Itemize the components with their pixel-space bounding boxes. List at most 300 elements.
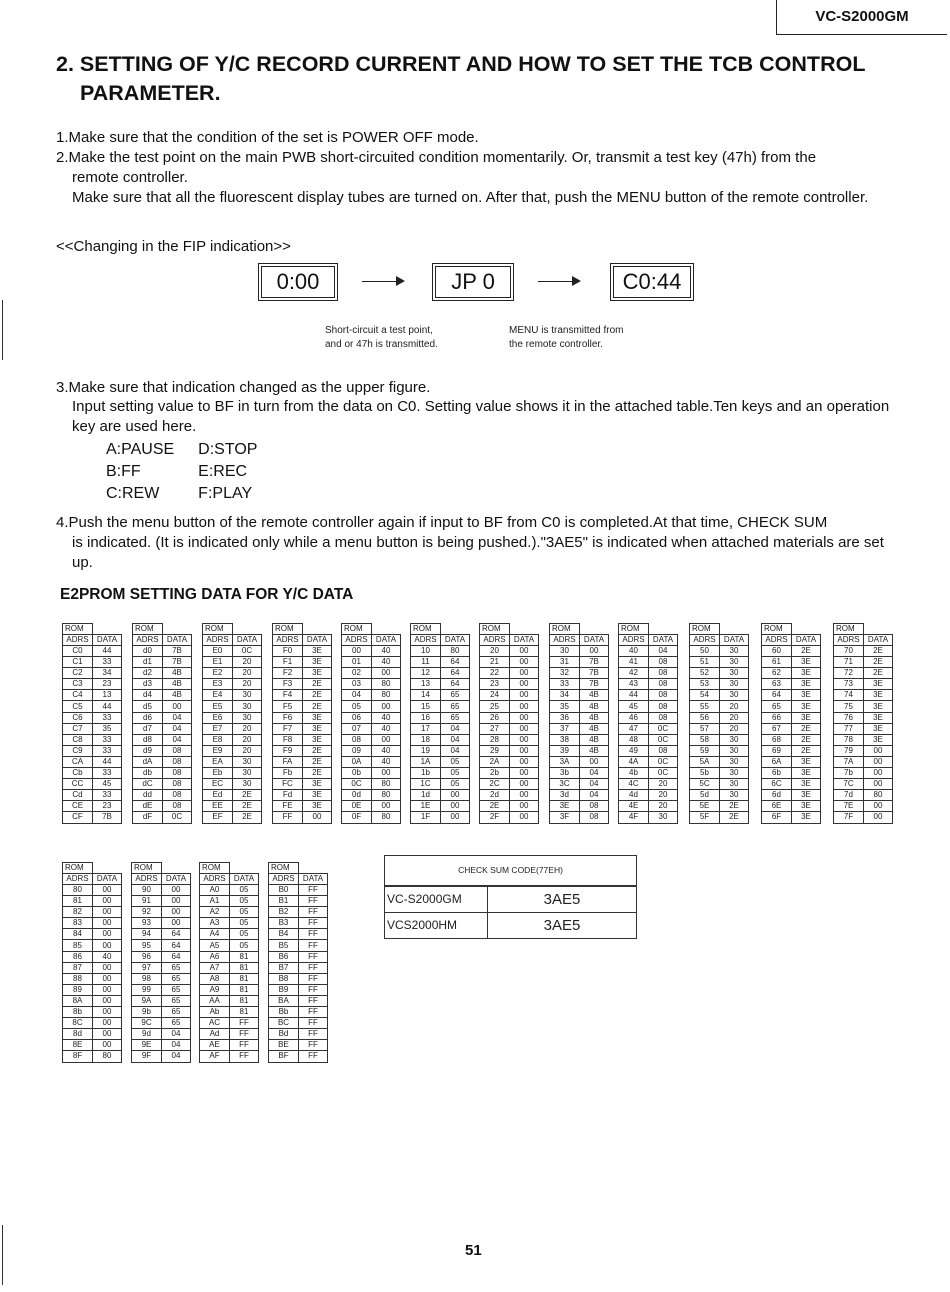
address-cell: E6 [203, 712, 233, 723]
data-cell: 30 [720, 756, 749, 767]
table-row [550, 812, 609, 823]
address-cell: C3 [63, 679, 93, 690]
table-row [411, 745, 470, 756]
data-cell: 4B [163, 668, 192, 679]
address-cell: E3 [203, 679, 233, 690]
address-cell: 10 [411, 646, 441, 657]
data-cell: 00 [510, 812, 539, 823]
address-cell: 7C [834, 779, 864, 790]
data-cell: 30 [233, 690, 262, 701]
data-cell: 3E [792, 712, 821, 723]
data-cell: 4B [580, 734, 609, 745]
data-column-header: DATA [510, 635, 539, 646]
data-cell: 04 [163, 734, 192, 745]
rom-header-row [762, 624, 821, 635]
adrs-column-header: ADRS [619, 635, 649, 646]
data-cell: 30 [233, 712, 262, 723]
table-row [834, 801, 893, 812]
table-row [834, 745, 893, 756]
table-row [203, 668, 262, 679]
data-cell: 00 [93, 1018, 122, 1029]
address-cell: 9E [132, 1040, 162, 1051]
header-spacer [510, 624, 539, 635]
address-cell: F5 [273, 701, 303, 712]
data-cell: 20 [649, 779, 678, 790]
table-row [203, 723, 262, 734]
data-cell: 40 [372, 646, 401, 657]
table-row [133, 745, 192, 756]
data-cell: 00 [580, 646, 609, 657]
table-row [200, 929, 259, 940]
rom-data-table [199, 862, 259, 1063]
table-row [342, 712, 401, 723]
adrs-column-header: ADRS [342, 635, 372, 646]
address-cell: 5E [690, 801, 720, 812]
table-row [273, 768, 332, 779]
rom-header: ROM [480, 624, 510, 635]
address-cell: 96 [132, 951, 162, 962]
data-cell: 20 [720, 712, 749, 723]
data-cell: 2E [864, 668, 893, 679]
address-cell: Ad [200, 1029, 230, 1040]
table-row [480, 646, 539, 657]
data-cell: FF [299, 929, 328, 940]
table-row [619, 801, 678, 812]
table-row [690, 701, 749, 712]
address-cell: 66 [762, 712, 792, 723]
address-cell: 72 [834, 668, 864, 679]
address-cell: 4b [619, 768, 649, 779]
table-row [203, 756, 262, 767]
rom-header-row [480, 624, 539, 635]
table-row [200, 885, 259, 896]
table-row [63, 745, 122, 756]
address-cell: 68 [762, 734, 792, 745]
data-cell: 2E [864, 646, 893, 657]
address-cell: 21 [480, 657, 510, 668]
address-cell: E2 [203, 668, 233, 679]
data-cell: 04 [649, 646, 678, 657]
data-cell: 0C [649, 734, 678, 745]
key-label: E:REC [198, 463, 248, 480]
data-cell: 2E [233, 812, 262, 823]
adrs-column-header: ADRS [273, 635, 303, 646]
rom-header: ROM [342, 624, 372, 635]
table-row [269, 940, 328, 951]
address-cell: 1E [411, 801, 441, 812]
address-cell: 58 [690, 734, 720, 745]
address-cell: 6C [762, 779, 792, 790]
step-2-line-1: 2.Make the test point on the main PWB short-circuited condition momentarily. Or, transmit a test key (47h) from the [56, 149, 817, 166]
data-cell: FF [299, 962, 328, 973]
address-cell: E4 [203, 690, 233, 701]
table-row [273, 679, 332, 690]
address-cell: 01 [342, 657, 372, 668]
data-cell: 05 [230, 896, 259, 907]
data-cell: 00 [93, 940, 122, 951]
address-cell: 54 [690, 690, 720, 701]
table-row [63, 723, 122, 734]
address-cell: 4d [619, 790, 649, 801]
margin-mark [2, 1225, 3, 1285]
adrs-column-header: ADRS [63, 635, 93, 646]
data-cell: 30 [233, 768, 262, 779]
model-header: VC-S2000GM [776, 0, 947, 35]
data-cell: 3E [303, 790, 332, 801]
rom-header-row [269, 863, 328, 874]
header-spacer [163, 624, 192, 635]
data-cell: 2E [720, 801, 749, 812]
checksum-model: VCS2000HM [385, 913, 488, 938]
table-row [762, 646, 821, 657]
step-4-line-1: 4.Push the menu button of the remote controller again if input to BF from C0 is completed.At that time, CHECK SUM [56, 514, 828, 531]
table-row [342, 756, 401, 767]
data-cell: 2E [303, 768, 332, 779]
address-cell: 08 [342, 734, 372, 745]
table-row [203, 779, 262, 790]
address-cell: 0C [342, 779, 372, 790]
table-row [342, 812, 401, 823]
table-row [132, 907, 191, 918]
rom-data-table [618, 623, 678, 824]
address-cell: d5 [133, 701, 163, 712]
rom-header-row [132, 863, 191, 874]
data-cell: 44 [93, 646, 122, 657]
column-header-row [762, 635, 821, 646]
data-cell: 20 [233, 734, 262, 745]
address-cell: F2 [273, 668, 303, 679]
table-row [200, 907, 259, 918]
data-cell: 7B [580, 679, 609, 690]
table-row [690, 779, 749, 790]
data-cell: 81 [230, 962, 259, 973]
address-cell: 33 [550, 679, 580, 690]
address-cell: 57 [690, 723, 720, 734]
table-row [63, 973, 122, 984]
table-row [480, 712, 539, 723]
table-row [550, 712, 609, 723]
data-cell: 00 [93, 984, 122, 995]
table-row [762, 723, 821, 734]
table-row [273, 734, 332, 745]
data-cell: 20 [233, 745, 262, 756]
table-row [133, 646, 192, 657]
rom-header-row [63, 863, 122, 874]
table-row [63, 995, 122, 1006]
data-cell: 4B [580, 690, 609, 701]
address-cell: 38 [550, 734, 580, 745]
table-row [273, 801, 332, 812]
data-cell: 00 [510, 723, 539, 734]
adrs-column-header: ADRS [63, 874, 93, 885]
address-cell: 41 [619, 657, 649, 668]
address-cell: 55 [690, 701, 720, 712]
table-row [63, 779, 122, 790]
table-row [690, 679, 749, 690]
table-row [619, 657, 678, 668]
rom-header-row [200, 863, 259, 874]
rom-data-table [202, 623, 262, 824]
table-row [273, 779, 332, 790]
table-row [132, 1018, 191, 1029]
address-cell: A9 [200, 984, 230, 995]
address-cell: 6b [762, 768, 792, 779]
data-cell: 2E [303, 679, 332, 690]
address-cell: Eb [203, 768, 233, 779]
adrs-column-header: ADRS [133, 635, 163, 646]
table-row [200, 918, 259, 929]
data-cell: 20 [233, 723, 262, 734]
address-cell: A1 [200, 896, 230, 907]
address-cell: Fb [273, 768, 303, 779]
data-cell: 00 [510, 734, 539, 745]
data-cell: 65 [441, 712, 470, 723]
table-row [132, 1007, 191, 1018]
table-row [269, 907, 328, 918]
address-cell: F7 [273, 723, 303, 734]
rom-header: ROM [132, 863, 162, 874]
data-cell: 08 [163, 745, 192, 756]
table-row [690, 790, 749, 801]
data-cell: 00 [864, 801, 893, 812]
table-row [342, 734, 401, 745]
data-cell: 4B [163, 690, 192, 701]
address-cell: d0 [133, 646, 163, 657]
address-cell: 3E [550, 801, 580, 812]
address-cell: E9 [203, 745, 233, 756]
step-3: 3.Make sure that indication changed as the upper figure. [56, 379, 431, 396]
address-cell: 1F [411, 812, 441, 823]
address-cell: d1 [133, 657, 163, 668]
data-cell: 80 [441, 646, 470, 657]
data-cell: 3E [303, 779, 332, 790]
address-cell: F3 [273, 679, 303, 690]
address-cell: 34 [550, 690, 580, 701]
address-cell: 19 [411, 745, 441, 756]
table-row [480, 734, 539, 745]
address-cell: 44 [619, 690, 649, 701]
table-row [690, 768, 749, 779]
table-row [63, 801, 122, 812]
table-row [132, 929, 191, 940]
address-cell: 23 [480, 679, 510, 690]
address-cell: FC [273, 779, 303, 790]
table-row [133, 723, 192, 734]
address-cell: 45 [619, 701, 649, 712]
rom-header: ROM [411, 624, 441, 635]
data-column-header: DATA [441, 635, 470, 646]
data-cell: 3E [864, 712, 893, 723]
table-row [480, 801, 539, 812]
address-cell: A0 [200, 885, 230, 896]
address-cell: Cd [63, 790, 93, 801]
table-row [200, 1007, 259, 1018]
data-cell: 05 [441, 779, 470, 790]
address-cell: A7 [200, 962, 230, 973]
table-row [269, 1029, 328, 1040]
rom-data-table [272, 623, 332, 824]
data-cell: 7B [163, 646, 192, 657]
table-row [133, 734, 192, 745]
header-spacer [580, 624, 609, 635]
address-cell: E0 [203, 646, 233, 657]
data-cell: 00 [510, 701, 539, 712]
data-cell: 35 [93, 723, 122, 734]
data-cell: 30 [720, 679, 749, 690]
data-cell: FF [299, 940, 328, 951]
address-cell: 09 [342, 745, 372, 756]
data-cell: 65 [441, 701, 470, 712]
data-cell: 08 [580, 812, 609, 823]
address-cell: E7 [203, 723, 233, 734]
table-row [762, 790, 821, 801]
data-cell: 3E [303, 646, 332, 657]
table-row [63, 812, 122, 823]
address-cell: F8 [273, 734, 303, 745]
data-column-header: DATA [299, 874, 328, 885]
table-row [133, 712, 192, 723]
data-cell: 00 [372, 734, 401, 745]
key-label: C:REW [106, 485, 160, 502]
data-column-header: DATA [372, 635, 401, 646]
data-cell: 20 [233, 657, 262, 668]
table-row [273, 812, 332, 823]
address-cell: 6E [762, 801, 792, 812]
data-cell: 04 [580, 790, 609, 801]
address-cell: d7 [133, 723, 163, 734]
data-cell: FF [299, 1040, 328, 1051]
data-cell: 3E [792, 768, 821, 779]
rom-header-row [690, 624, 749, 635]
address-cell: 04 [342, 690, 372, 701]
address-cell: CA [63, 756, 93, 767]
table-row [550, 745, 609, 756]
table-row [63, 756, 122, 767]
data-cell: 4B [580, 701, 609, 712]
data-cell: 30 [720, 779, 749, 790]
data-cell: 00 [510, 668, 539, 679]
data-cell: 40 [372, 745, 401, 756]
data-cell: 00 [510, 646, 539, 657]
rom-header: ROM [273, 624, 303, 635]
table-row [269, 1051, 328, 1062]
adrs-column-header: ADRS [690, 635, 720, 646]
data-cell: 00 [162, 907, 191, 918]
address-cell: 83 [63, 918, 93, 929]
table-row [63, 940, 122, 951]
data-column-header: DATA [93, 635, 122, 646]
column-header-row [269, 874, 328, 885]
data-cell: 04 [162, 1051, 191, 1062]
data-cell: 20 [720, 701, 749, 712]
address-cell: 1d [411, 790, 441, 801]
address-cell: 85 [63, 940, 93, 951]
data-cell: FF [230, 1051, 259, 1062]
table-row [273, 690, 332, 701]
table-row [690, 690, 749, 701]
address-cell: 7A [834, 756, 864, 767]
rom-header: ROM [690, 624, 720, 635]
data-cell: FF [299, 1051, 328, 1062]
table-row [200, 940, 259, 951]
table-row [550, 734, 609, 745]
table-row [550, 701, 609, 712]
table-row [762, 690, 821, 701]
data-cell: 00 [93, 907, 122, 918]
data-cell: FF [299, 973, 328, 984]
address-cell: 9C [132, 1018, 162, 1029]
address-cell: 84 [63, 929, 93, 940]
table-row [762, 756, 821, 767]
table-row [619, 723, 678, 734]
header-spacer [372, 624, 401, 635]
step-4-line-2: is indicated. (It is indicated only while a menu button is being pushed.)."3AE5" is indicated when attached materials are set up. [72, 534, 884, 571]
data-cell: 00 [864, 756, 893, 767]
address-cell: 80 [63, 885, 93, 896]
address-cell: 50 [690, 646, 720, 657]
table-row [480, 790, 539, 801]
address-cell: 73 [834, 679, 864, 690]
data-cell: FF [299, 885, 328, 896]
address-cell: 1C [411, 779, 441, 790]
table-row [203, 734, 262, 745]
data-cell: 30 [233, 756, 262, 767]
data-cell: FF [299, 1007, 328, 1018]
page-number: 51 [465, 1242, 482, 1259]
address-cell: B9 [269, 984, 299, 995]
address-cell: 20 [480, 646, 510, 657]
rom-header-row [411, 624, 470, 635]
table-row [342, 668, 401, 679]
table-row [132, 951, 191, 962]
address-cell: 3d [550, 790, 580, 801]
rom-header-row [133, 624, 192, 635]
address-cell: 15 [411, 701, 441, 712]
address-cell: 2E [480, 801, 510, 812]
table-row [619, 668, 678, 679]
data-cell: 05 [441, 756, 470, 767]
data-cell: 05 [441, 768, 470, 779]
table-row [619, 768, 678, 779]
data-cell: 08 [649, 679, 678, 690]
address-cell: 7E [834, 801, 864, 812]
table-row [411, 812, 470, 823]
address-cell: d4 [133, 690, 163, 701]
table-row [203, 679, 262, 690]
table-row [273, 745, 332, 756]
data-cell: 00 [510, 756, 539, 767]
data-cell: 2E [864, 657, 893, 668]
table-row [834, 668, 893, 679]
address-cell: 3C [550, 779, 580, 790]
address-cell: C9 [63, 745, 93, 756]
data-cell: 81 [230, 995, 259, 1006]
table-row [411, 756, 470, 767]
data-cell: 3E [792, 679, 821, 690]
address-cell: 7d [834, 790, 864, 801]
address-cell: E8 [203, 734, 233, 745]
table-row [834, 701, 893, 712]
data-cell: 81 [230, 951, 259, 962]
rom-data-table [689, 623, 749, 824]
address-cell: 99 [132, 984, 162, 995]
address-cell: AE [200, 1040, 230, 1051]
data-cell: 4B [580, 723, 609, 734]
data-cell: 00 [441, 801, 470, 812]
address-cell: 0b [342, 768, 372, 779]
data-cell: 33 [93, 790, 122, 801]
data-cell: 04 [441, 723, 470, 734]
